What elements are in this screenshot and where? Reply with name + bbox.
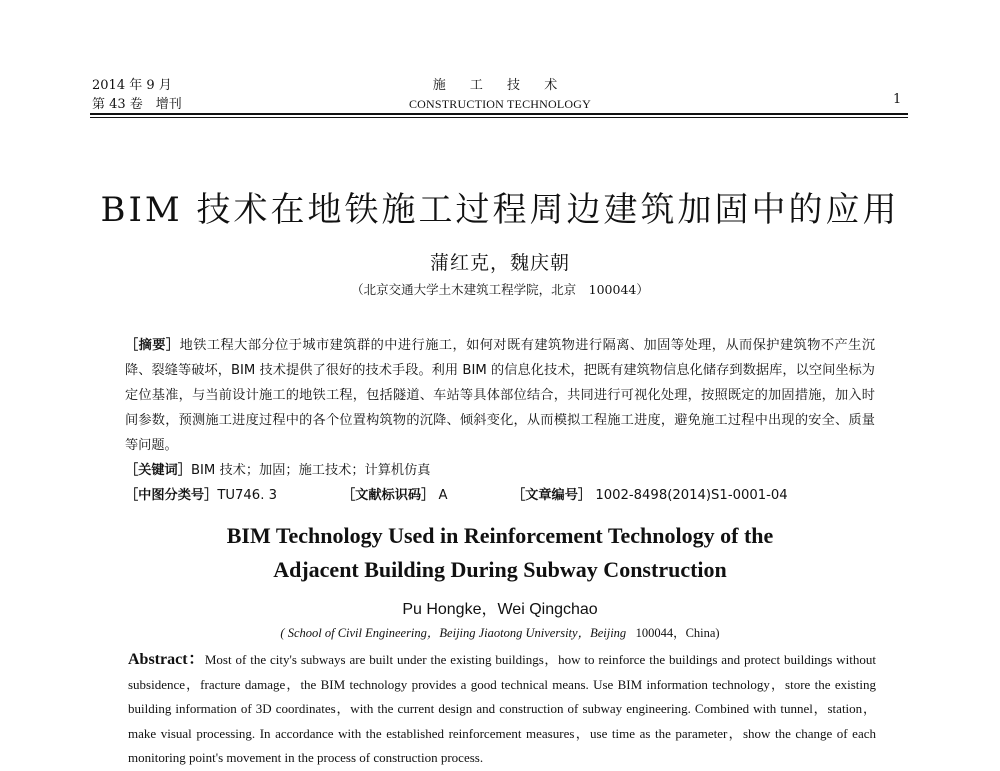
header-rule	[90, 113, 908, 115]
article-number-value: 1002-8498(2014)S1-0001-04	[595, 488, 788, 503]
clc-value: TU746. 3	[217, 488, 277, 503]
affiliation-en-text: ( School of Civil Engineering，Beijing Jiaotong University，Beijing	[280, 626, 627, 640]
paper-title-en	[0, 519, 1000, 587]
journal-name-cn: 施 工 技 术	[432, 78, 568, 93]
doc-code	[342, 484, 448, 503]
abstract-en	[128, 648, 876, 771]
authors-en: Pu Hongke，Wei Qingchao	[402, 601, 598, 618]
paper-title-en-line1: BIM Technology Used in Reinforcement Technology of the	[226, 523, 774, 548]
abstract-cn-label: ［摘要］	[125, 338, 180, 353]
running-header-journal	[0, 76, 1000, 114]
abstract-cn-text: 地铁工程大部分位于城市建筑群的中进行施工，如何对既有建筑物进行隔离、加固等处理，从而保护建筑物不产生沉降、裂缝等破坏，BIM 技术提供了很好的技术手段。利用 BIM 的信息化技术，把既有建筑物信息化储存到数据库，以空间坐标为定位基准，与当前设计施工的地铁工程，包括隧道、车站等具体部位结合，共同进行可视化处理，按照既定的加固措施，加入时间参数，预测施工进度过程中的各个位置构筑物的沉降、倾斜变化，从而模拟工程施工进度，避免施工过程中出现的安全、质量等问题。	[125, 338, 876, 453]
paper-title-cn: BIM 技术在地铁施工过程周边建筑加固中的应用	[100, 190, 900, 230]
doc-code-label: ［文献标识码］	[342, 488, 435, 503]
affiliation-en-postal: 100044，China)	[635, 626, 720, 640]
abstract-en-label: Abstract：	[128, 651, 205, 668]
paper-title-en-line2: Adjacent Building During Subway Construction	[273, 557, 727, 582]
affiliation-en	[0, 623, 1000, 641]
abstract-cn	[125, 333, 875, 458]
header-rule-thin	[90, 117, 908, 118]
authors-cn: 蒲红克，魏庆朝	[429, 252, 570, 274]
keywords-cn	[125, 459, 430, 478]
page-number: 1	[893, 92, 902, 107]
clc-label: ［中图分类号］	[125, 488, 218, 503]
abstract-en-text: Most of the city's subways are built under the existing buildings，how to reinforce the buildings and protect buildings without subsidence，fracture damage，the BIM technology provides a good technical means. Use BIM information technology，store the existing building information of 3D coordinates，with the current design and construction of subway engineering. Combined with tunnel，station，make visual processing. In accordance with the established reinforcement measures，use time as the parameter，show the change of each monitoring point's movement in the process of construction process.	[128, 652, 876, 765]
keywords-cn-text: BIM 技术；加固；施工技术；计算机仿真	[190, 463, 431, 478]
article-number	[512, 484, 788, 503]
article-number-label: ［文章编号］	[512, 488, 592, 503]
issue-date: 2014 年 9 月	[92, 78, 172, 93]
keywords-cn-label: ［关键词］	[125, 463, 191, 478]
affiliation-cn: （北京交通大学土木建筑工程学院，北京 100044）	[351, 282, 649, 297]
doc-code-value: A	[438, 488, 448, 503]
volume-label: 第 43 卷 增刊	[92, 97, 182, 112]
journal-name-en: CONSTRUCTION TECHNOLOGY	[408, 97, 592, 111]
clc-number	[125, 484, 277, 503]
